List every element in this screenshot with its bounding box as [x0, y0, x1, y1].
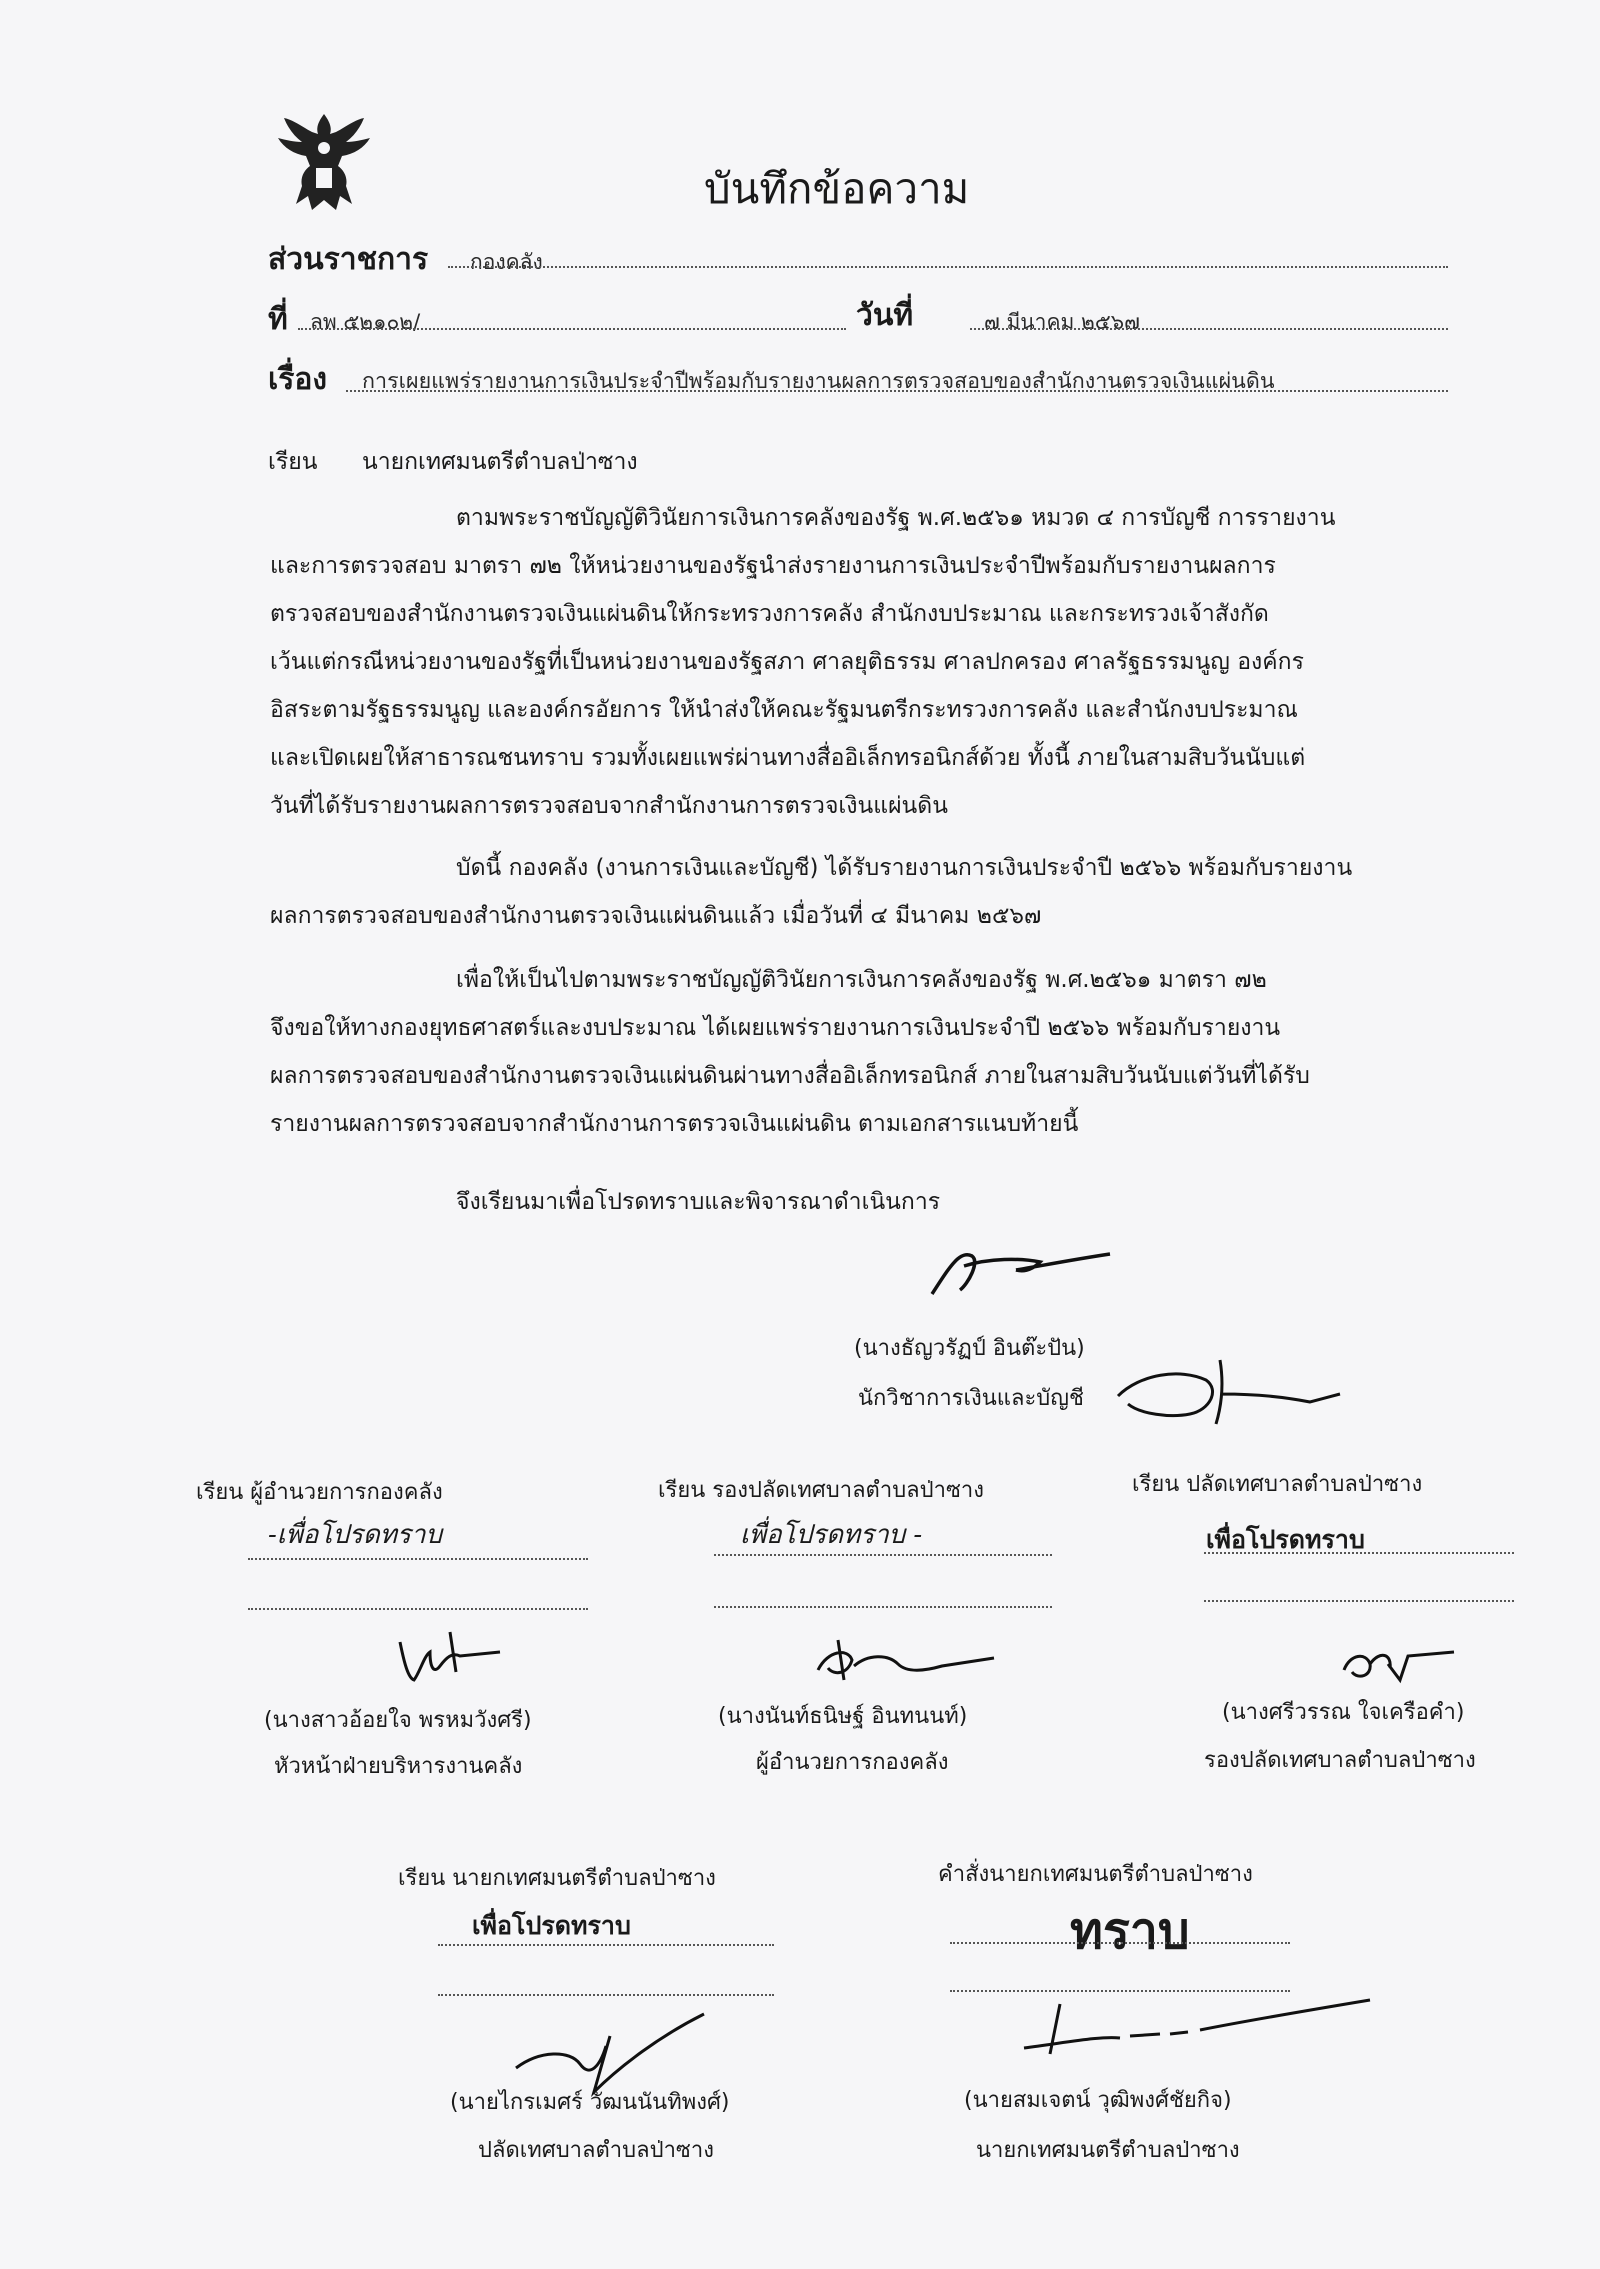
review-3-position: รองปลัดเทศบาลตำบลป่าซาง: [1204, 1748, 1476, 1773]
review-2-signature-icon: [808, 1630, 998, 1690]
review-1-dotted-line-2: [248, 1608, 588, 1610]
date-dotted-line: [970, 328, 1448, 330]
review-2-note: เพื่อโปรดทราบ -: [740, 1520, 923, 1550]
review-1-position: หัวหน้าฝ่ายบริหารงานคลัง: [274, 1754, 523, 1779]
p2-line-1: บัดนี้ กองคลัง (งานการเงินและบัญชี) ได้รับรายงานการเงินประจำปี ๒๕๖๖ พร้อมกับรายงาน: [456, 855, 1353, 881]
review-3-signature-icon: [1330, 1640, 1460, 1690]
final-1-signature-icon: [510, 2006, 710, 2096]
review-2-position: ผู้อำนวยการกองคลัง: [756, 1750, 949, 1775]
approver-signature-icon: [1110, 1354, 1350, 1434]
final-2-position: นายกเทศมนตรีตำบลป่าซาง: [976, 2138, 1240, 2163]
review-2-dotted-line-2: [714, 1606, 1052, 1608]
ref-dotted-line: [298, 328, 846, 330]
final-2-name: (นายสมเจตน์ วุฒิพงศ์ชัยกิจ): [964, 2088, 1232, 2113]
salutation-label: เรียน: [268, 449, 318, 475]
p1-line-3: ตรวจสอบของสำนักงานตรวจเงินแผ่นดินให้กระทรวงการคลัง สำนักงบประมาณ และกระทรวงเจ้าสังกัด: [270, 601, 1269, 627]
subject-value: การเผยแพร่รายงานการเงินประจำปีพร้อมกับรายงานผลการตรวจสอบของสำนักงานตรวจเงินแผ่นดิน: [362, 369, 1275, 394]
review-1-dotted-line-1: [248, 1558, 588, 1560]
final-2-signature-icon: [1010, 1996, 1370, 2066]
review-3-name: (นางศรีวรรณ ใจเครือคำ): [1222, 1700, 1465, 1725]
final-1-dotted-line-2: [438, 1994, 774, 1996]
p1-line-1: ตามพระราชบัญญัติวินัยการเงินการคลังของรัฐ พ.ศ.๒๕๖๑ หมวด ๔ การบัญชี การรายงาน: [456, 505, 1336, 531]
p1-line-5: อิสระตามรัฐธรรมนูญ และองค์กรอัยการ ให้นำส่งให้คณะรัฐมนตรีกระทรวงการคลัง และสำนักงบประมาณ: [270, 697, 1298, 723]
review-3-dotted-line-1: [1204, 1552, 1514, 1554]
salutation-recipient: นายกเทศมนตรีตำบลป่าซาง: [362, 449, 638, 475]
final-2-dotted-line-1: [950, 1942, 1290, 1944]
signer-signature-icon: [920, 1236, 1120, 1306]
signer-position: นักวิชาการเงินและบัญชี: [858, 1386, 1084, 1411]
closing-line: จึงเรียนมาเพื่อโปรดทราบและพิจารณาดำเนินการ: [456, 1189, 941, 1215]
p2-line-2: ผลการตรวจสอบของสำนักงานตรวจเงินแผ่นดินแล้ว เมื่อวันที่ ๔ มีนาคม ๒๕๖๗: [270, 903, 1042, 929]
review-2-dotted-line-1: [714, 1554, 1052, 1556]
p3-line-4: รายงานผลการตรวจสอบจากสำนักงานการตรวจเงินแผ่นดิน ตามเอกสารแนบท้ายนี้: [270, 1111, 1079, 1137]
garuda-emblem-icon: [266, 108, 382, 220]
review-1-to: เรียน ผู้อำนวยการกองคลัง: [196, 1480, 443, 1505]
p1-line-4: เว้นแต่กรณีหน่วยงานของรัฐที่เป็นหน่วยงานของรัฐสภา ศาลยุติธรรม ศาลปกครอง ศาลรัฐธรรมนูญ องค์กร: [270, 649, 1304, 675]
final-1-dotted-line-1: [438, 1944, 774, 1946]
date-value: ๗ มีนาคม ๒๕๖๗: [984, 310, 1140, 334]
final-1-note: เพื่อโปรดทราบ: [472, 1911, 631, 1940]
review-2-to: เรียน รองปลัดเทศบาลตำบลป่าซาง: [658, 1478, 984, 1503]
review-3-to: เรียน ปลัดเทศบาลตำบลป่าซาง: [1132, 1472, 1423, 1497]
p1-line-2: และการตรวจสอบ มาตรา ๗๒ ให้หน่วยงานของรัฐนำส่งรายงานการเงินประจำปีพร้อมกับรายงานผลการ: [270, 553, 1276, 579]
ref-value: ลพ ๕๒๑๐๒/: [310, 310, 421, 334]
final-1-position: ปลัดเทศบาลตำบลป่าซาง: [478, 2138, 714, 2163]
memo-title: บันทึกข้อความ: [704, 164, 970, 213]
final-1-to: เรียน นายกเทศมนตรีตำบลป่าซาง: [398, 1866, 716, 1891]
signer-name: (นางธัญวรัฏป์ อินต๊ะปัน): [854, 1336, 1085, 1361]
p1-line-7: วันที่ได้รับรายงานผลการตรวจสอบจากสำนักงานการตรวจเงินแผ่นดิน: [270, 793, 948, 819]
agency-label: ส่วนราชการ: [268, 242, 429, 277]
review-1-name: (นางสาวอ้อยใจ พรหมวังศรี): [264, 1708, 532, 1733]
review-1-signature-icon: [390, 1622, 510, 1692]
p1-line-6: และเปิดเผยให้สาธารณชนทราบ รวมทั้งเผยแพร่ผ่านทางสื่ออิเล็กทรอนิกส์ด้วย ทั้งนี้ ภายในสามสิบวันนับแต่: [270, 745, 1306, 771]
ref-label: ที่: [268, 302, 288, 337]
p3-line-2: จึงขอให้ทางกองยุทธศาสตร์และงบประมาณ ได้เผยแพร่รายงานการเงินประจำปี ๒๕๖๖ พร้อมกับรายงาน: [270, 1015, 1281, 1041]
final-2-dotted-line-2: [950, 1990, 1290, 1992]
final-2-to: คำสั่งนายกเทศมนตรีตำบลป่าซาง: [938, 1862, 1253, 1887]
review-2-name: (นางนันท์ธนิษฐ์ อินทนนท์): [718, 1704, 968, 1729]
review-3-note: เพื่อโปรดทราบ: [1206, 1525, 1365, 1554]
p3-line-3: ผลการตรวจสอบของสำนักงานตรวจเงินแผ่นดินผ่านทางสื่ออิเล็กทรอนิกส์ ภายในสามสิบวันนับแต่วันที่ได้รับ: [270, 1063, 1310, 1089]
review-3-dotted-line-2: [1204, 1600, 1514, 1602]
final-2-note: ทราบ: [1070, 1901, 1190, 1960]
agency-dotted-line: [448, 266, 1448, 268]
p3-line-1: เพื่อให้เป็นไปตามพระราชบัญญัติวินัยการเงินการคลังของรัฐ พ.ศ.๒๕๖๑ มาตรา ๗๒: [456, 967, 1267, 993]
date-label: วันที่: [856, 298, 914, 333]
subject-dotted-line: [346, 390, 1448, 392]
final-1-name: (นายไกรเมศร์ วัฒนนันทิพงศ์): [450, 2090, 730, 2115]
subject-label: เรื่อง: [268, 362, 328, 397]
review-1-note: -เพื่อโปรดทราบ: [268, 1520, 442, 1550]
agency-value: กองคลัง: [470, 250, 543, 274]
